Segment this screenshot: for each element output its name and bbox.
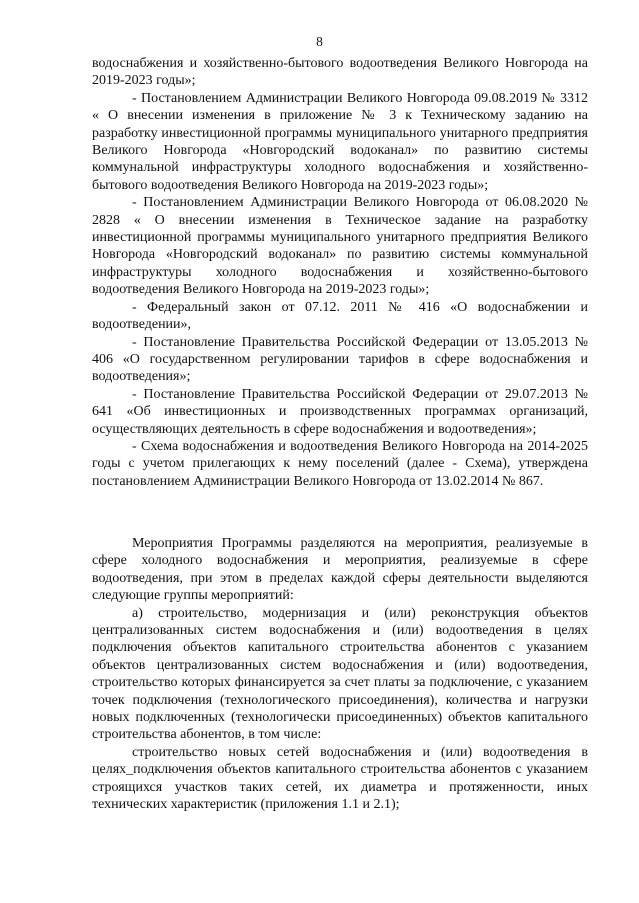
program-measures-section: [92, 535, 588, 814]
list-paragraph: - Схема водоснабжения и водоотведения Великого Новгорода на 2014-2025 годы с учетом прилегающих к нему поселений (далее - Схема), утверждена постановлением Администрации Великого Новгорода от 13.02.2014 № 867.: [92, 438, 588, 489]
body-paragraph: строительство новых сетей водоснабжения и (или) водоотведения в целях_подключения объектов капитального строительства абонентов с указанием строящихся участков таких сетей, их диаметра и протяженности, иных технических характеристик (приложения 1.1 и 2.1);: [92, 744, 588, 813]
page-number: 8: [316, 34, 323, 49]
list-paragraph: - Постановление Правительства Российской Федерации от 13.05.2013 № 406 «О государственном регулировании тарифов в сфере водоснабжения и водоотведения»;: [92, 334, 588, 385]
body-paragraph: а) строительство, модернизация и (или) реконструкция объектов централизованных систем водоснабжения и (или) водоотведения в целях подключения объектов капитального строительства абонентов с указанием объектов централизованных систем водоснабжения и (или) водоотведения, строительство которых финансируется за счет платы за подключение, с указанием точек подключения (технологического присоединения), количества и нагрузки новых подключенных (технологически присоединенных) объектов капитального строительства абонентов, в том числе:: [92, 605, 588, 743]
list-paragraph: - Федеральный закон от 07.12. 2011 № 416 «О водоснабжении и водоотведении»,: [92, 299, 588, 333]
list-paragraph: водоснабжения и хозяйственно-бытового водоотведения Великого Новгорода на 2019-2023 годы»;: [92, 56, 588, 89]
legal-basis-list: [92, 55, 588, 490]
list-paragraph: - Постановлением Администрации Великого Новгорода от 06.08.2020 № 2828 « О внесении изменения в Техническое задание на разработку инвестиционной программы муниципального унитарного предприятия Великого Новгорода «Новгородский водоканал» по развитию системы коммунальной инфраструктуры холодного водоснабжения и хозяйственно-бытового водоотведения Великого Новгорода на 2019-2023 годы»;: [92, 195, 588, 298]
body-paragraph: Мероприятия Программы разделяются на мероприятия, реализуемые в сфере холодного водоснабжения и мероприятия, реализуемые в сфере водоотведения, при этом в пределах каждой сферы деятельности выделяются следующие группы мероприятий:: [92, 536, 588, 604]
list-paragraph: - Постановление Правительства Российской Федерации от 29.07.2013 № 641 «Об инвестиционных и производственных программах организаций, осуществляющих деятельность в сфере водоснабжения и водоотведения»;: [92, 386, 588, 437]
list-paragraph: - Постановлением Администрации Великого Новгорода 09.08.2019 № 3312 « О внесении изменения в приложение № 3 к Техническому заданию на разработку инвестиционной программы муниципального унитарного предприятия Великого Новгорода «Новгородский водоканал» по развитию системы коммунальной инфраструктуры холодного водоснабжения и хозяйственно-бытового водоотведения Великого Новгорода на 2019-2023 годы»;: [92, 90, 588, 193]
